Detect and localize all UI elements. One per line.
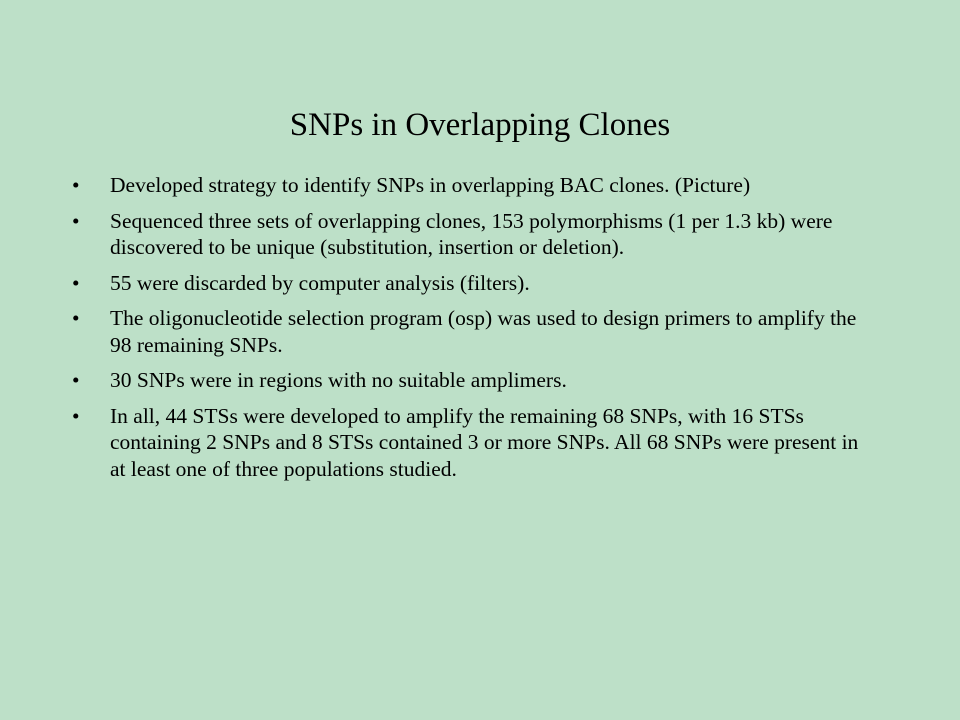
bullet-text: Sequenced three sets of overlapping clones, 153 polymorphisms (1 per 1.3 kb) were discovered to be unique (substitution, insertion or deletion). (110, 208, 833, 259)
bullet-text: 55 were discarded by computer analysis (filters). (110, 270, 530, 295)
bullet-item (72, 305, 862, 358)
bullet-glyph: • (72, 368, 80, 392)
bullet-item (72, 403, 862, 483)
bullet-glyph: • (72, 270, 80, 295)
bullet-item (72, 270, 862, 297)
bullet-text: In all, 44 STSs were developed to amplify the remaining 68 SNPs, with 16 STSs containing 2 SNPs and 8 STSs contained 3 or more SNPs. All 68 SNPs were present in at least one of three populations studied. (110, 403, 859, 481)
slide-title: SNPs in Overlapping Clones (289, 107, 671, 143)
bullet-glyph: • (72, 403, 80, 428)
bullet-text: The oligonucleotide selection program (osp) was used to design primers to amplify the 98 remaining SNPs. (110, 306, 857, 357)
bullet-glyph: • (72, 208, 80, 233)
bullet-glyph: • (72, 173, 80, 197)
bullet-item (72, 367, 862, 394)
bullet-text: Developed strategy to identify SNPs in overlapping BAC clones. (Picture) (110, 173, 751, 197)
bullet-glyph: • (72, 306, 80, 330)
bullet-text: 30 SNPs were in regions with no suitable amplimers. (110, 368, 567, 392)
bullet-item (72, 172, 862, 199)
bullet-list (72, 172, 862, 491)
bullet-item (72, 208, 862, 261)
